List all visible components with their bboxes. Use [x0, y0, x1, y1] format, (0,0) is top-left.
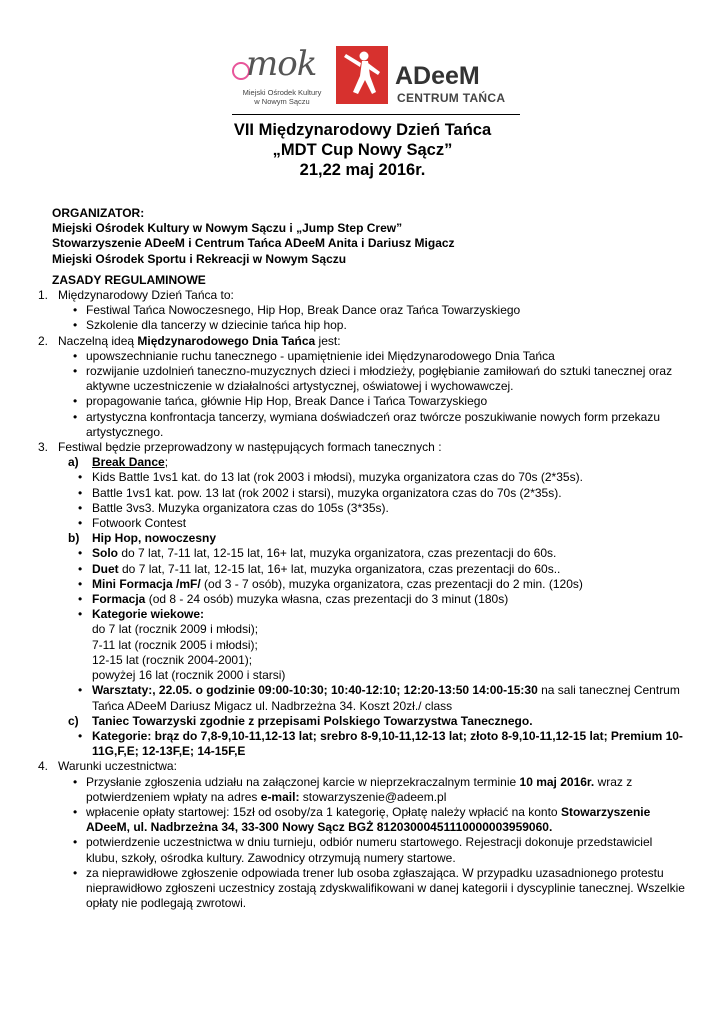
organizer-heading: ORGANIZATOR: — [52, 206, 145, 220]
rules-heading: ZASADY REGULAMINOWE — [52, 272, 206, 287]
event-title: VII Międzynarodowy Dzień Tańca — [233, 121, 492, 139]
list-item: • Przysłanie zgłoszenia udziału na załączonej karcie w nieprzekraczalnym terminie 10 maj 2016r. wraz z potwierdzeniem wpłaty na adres e-mail: stowarzyszenie@adeem.pl — [73, 774, 633, 804]
organizer-line: Stowarzyszenie ADeeM i Centrum Tańca ADeeM Anita i Dariusz Migacz — [52, 236, 455, 251]
list-item: • Battle 3vs3. Muzyka organizatora czas do 105s (3*35s). — [78, 500, 389, 515]
list-item: • Warsztaty:, 22.05. o godzinie 09:00-10:30; 10:40-12:10; 12:20-13:50 14:00-15:30 na sali tanecznej Centrum Tańca ADeeM Dariusz Migacz ul. Nadbrzeżna 34. Koszt 20zł./ class — [78, 683, 680, 713]
subsection-b: b) Hip Hop, nowoczesny — [68, 531, 217, 546]
list-item: • Kids Battle 1vs1 kat. do 13 lat (rok 2003 i młodsi), muzyka organizatora czas do 70s (2*35s). — [78, 470, 583, 485]
list-item: • Mini Formacja /mF/ (od 3 - 7 osób), muzyka organizatora, czas prezentacji do 2 min. (120s) — [78, 576, 583, 591]
dancer-icon — [336, 46, 388, 104]
age-line: do 7 lat (rocznik 2009 i młodsi); — [92, 622, 259, 637]
list-item: • potwierdzenie uczestnictwa w dniu turnieju, odbiór numeru startowego. Rejestracji dokonuje przedstawiciel klubu, szkoły, ośrodka kultury. Zawodnicy otrzymują numery startowe. — [73, 835, 653, 865]
section-4 — [38, 759, 686, 774]
list-item: • propagowanie tańca, głównie Hip Hop, Break Dance i Tańca Towarzyskiego — [73, 394, 488, 409]
list-item: • Kategorie: brąz do 7,8-9,10-11,12-13 lat; srebro 8-9,10-11,12-13 lat; złoto 8-9,10-11,12-15 lat; Premium 10-11G,F,E; 12-13F,E; 14-15F,E — [78, 728, 683, 759]
list-item: • Kategorie wiekowe: do 7 lat (rocznik 2009 i młodsi); 7-11 lat (rocznik 2005 i młodsi); 12-15 lat (rocznik 2004-2001); powyżej 16 lat (rocznik 2000 i starsi) — [46, 607, 686, 683]
subsection-a: a) Break Dance; — [68, 455, 169, 470]
section-2 — [38, 334, 686, 349]
section-number: 4. — [38, 759, 49, 774]
section-text: Warunki uczestnictwa: — [58, 759, 177, 774]
document-body — [38, 206, 686, 911]
list-item: • Festiwal Tańca Nowoczesnego, Hip Hop, Break Dance oraz Tańca Towarzyskiego — [73, 303, 521, 318]
section-text: Festiwal będzie przeprowadzony w następujących formach tanecznych : — [58, 440, 442, 455]
list-item: • Duet do 7 lat, 7-11 lat, 12-15 lat, 16+ lat, muzyka organizatora, czas prezentacji do 60s.. — [78, 561, 561, 576]
mok-subtitle-line2: w Nowym Sączu — [254, 97, 310, 106]
age-line: 12-15 lat (rocznik 2004-2001); — [92, 652, 253, 667]
section-number: 2. — [38, 333, 49, 348]
list-item: • Battle 1vs1 kat. pow. 13 lat (rok 2002 i starsi), muzyka organizatora czas do 70s (2*35s). — [78, 485, 562, 500]
header-logos — [0, 44, 725, 114]
subsection-c: c) Taniec Towarzyski zgodnie z przepisami Polskiego Towarzystwa Tanecznego. — [68, 713, 533, 728]
organizer-line: Miejski Ośrodek Kultury w Nowym Sączu i „Jump Step Crew” — [52, 221, 403, 236]
section-text: Międzynarodowy Dzień Tańca to: — [58, 288, 234, 303]
list-item: • rozwijanie uzdolnień taneczno-muzycznych dzieci i młodzieży, pogłębianie zamiłowań do sztuki tanecznej oraz aktywne uczestniczenie w działalności artystycznej, oświatowej i wychowawczej. — [73, 364, 673, 394]
adeem-logo-subtitle: CENTRUM TAŃCA — [397, 91, 506, 105]
header-rule — [232, 114, 520, 115]
mok-subtitle-line1: Miejski Ośrodek Kultury — [242, 88, 322, 97]
mok-logo — [232, 46, 332, 110]
section-number: 1. — [38, 288, 49, 303]
list-item: • artystyczna konfrontacja tancerzy, wymiana doświadczeń oraz twórcze poszukiwanie nowych form przekazu artystycznego. — [73, 409, 661, 439]
age-line: 7-11 lat (rocznik 2005 i młodsi); — [92, 637, 258, 652]
list-item: • Formacja (od 8 - 24 osób) muzyka własna, czas prezentacji do 3 minut (180s) — [78, 592, 509, 607]
list-item: • Solo do 7 lat, 7-11 lat, 12-15 lat, 16+ lat, muzyka organizatora, czas prezentacji do 60s. — [78, 546, 557, 561]
list-item: • za nieprawidłowe zgłoszenie odpowiada trener lub osoba zgłaszająca. W przypadku uzasadnionego protestu nieprawidłowo zgłoszeni uczestnicy zostają zdyskwalifikowani w danej kategorii i dyscyplinie tanecznej. Wszelkie opłaty nie podlegają zwrotowi. — [73, 865, 685, 911]
section-text: Naczelną ideą Międzynarodowego Dnia Tańca jest: — [58, 333, 341, 348]
list-item: • upowszechnianie ruchu tanecznego - upamiętnienie idei Międzynarodowego Dnia Tańca — [73, 348, 555, 363]
organizer-line: Miejski Ośrodek Sportu i Rekreacji w Nowym Sączu — [52, 251, 347, 266]
event-subtitle: „MDT Cup Nowy Sącz” — [272, 141, 453, 159]
section-number: 3. — [38, 440, 49, 455]
list-item: • wpłacenie opłaty startowej: 15zł od osoby/za 1 kategorię, Opłatę należy wpłacić na konto Stowarzyszenie ADeeM, ul. Nadbrzeżna 34, 33-300 Nowy Sącz BGŻ 81203000451110000003959060. — [73, 804, 651, 835]
section-1 — [38, 288, 686, 303]
section-3 — [38, 440, 686, 455]
age-line: powyżej 16 lat (rocznik 2000 i starsi) — [92, 668, 286, 683]
adeem-logo-name: ADeeM — [395, 62, 480, 90]
list-item: • Fotwoork Contest — [78, 516, 187, 531]
mok-subtitle — [238, 88, 326, 106]
mok-logo-text: mok — [246, 44, 317, 84]
list-item: • Szkolenie dla tancerzy w dziecinie tańca hip hop. — [73, 318, 347, 333]
event-date: 21,22 maj 2016r. — [299, 161, 426, 179]
